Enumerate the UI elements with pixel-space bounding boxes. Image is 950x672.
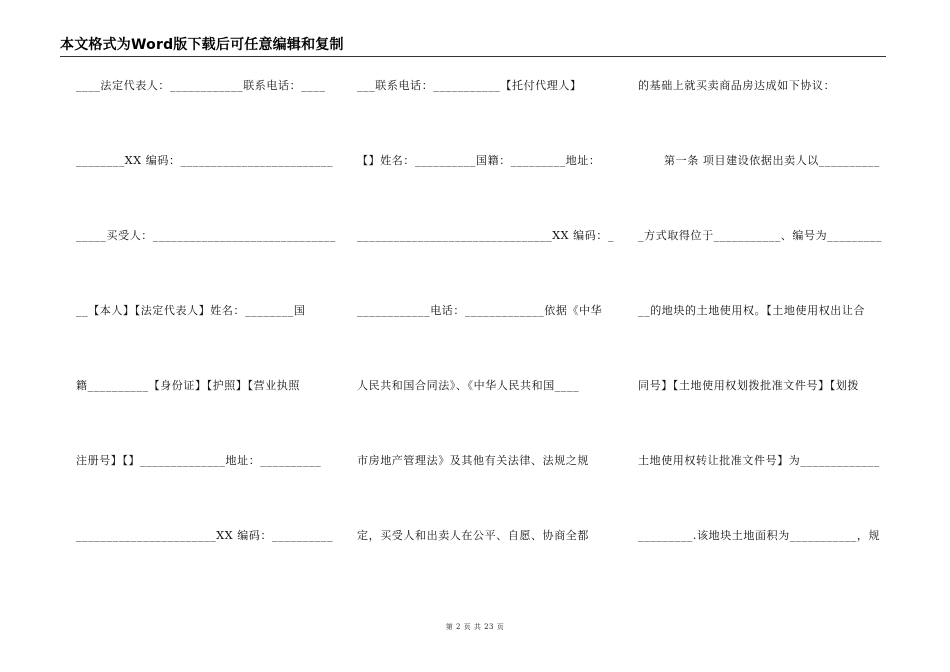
text-line: ________________________________XX 编码：_: [357, 229, 615, 242]
text-line: 市房地产管理法》及其他有关法律、法规之规: [357, 454, 589, 467]
text-line: 同号】【土地使用权划拨批准文件号】【划拨: [638, 379, 859, 392]
text-line: _______________________XX 编码：__________: [76, 529, 334, 542]
text-column-3: [638, 0, 886, 600]
text-line: 第一条 项目建设依据出卖人以__________: [664, 154, 880, 167]
text-line: 【】姓名：__________国籍：_________地址：: [357, 154, 601, 167]
text-line: 定，买受人和出卖人在公平、自愿、协商全都: [357, 529, 589, 542]
text-line: 人民共和国合同法》、《中华人民共和国____: [357, 379, 580, 392]
text-line: _________.该地块土地面积为___________，规: [638, 529, 881, 542]
text-line: ___联系电话：___________【托付代理人】: [357, 79, 582, 92]
text-line: ____法定代表人：____________联系电话：____: [76, 79, 326, 92]
text-line: 土地使用权转让批准文件号】为_____________: [638, 454, 880, 467]
text-line: _____买受人：______________________________: [76, 229, 336, 242]
header-title: 本文格式为Word版下载后可任意编辑和复制: [60, 37, 344, 53]
text-line: 籍__________【身份证】【护照】【营业执照: [76, 379, 300, 392]
text-line: 的基础上就买卖商品房达成如下协议：: [638, 79, 836, 92]
text-line: __【本人】【法定代表人】姓名：________国: [76, 304, 306, 317]
text-column-2: [357, 0, 615, 600]
text-line: 注册号】【】______________地址：__________: [76, 454, 322, 467]
text-line: __的地块的土地使用权。【土地使用权出让合: [638, 304, 866, 317]
text-column-1: [76, 0, 336, 600]
text-line: ____________电话：_____________依据《中华: [357, 304, 603, 317]
page-number: 第 2 页 共 23 页: [445, 623, 505, 631]
text-line: _方式取得位于___________、编号为_________: [638, 229, 883, 242]
text-line: ________XX 编码：_________________________: [76, 154, 334, 167]
